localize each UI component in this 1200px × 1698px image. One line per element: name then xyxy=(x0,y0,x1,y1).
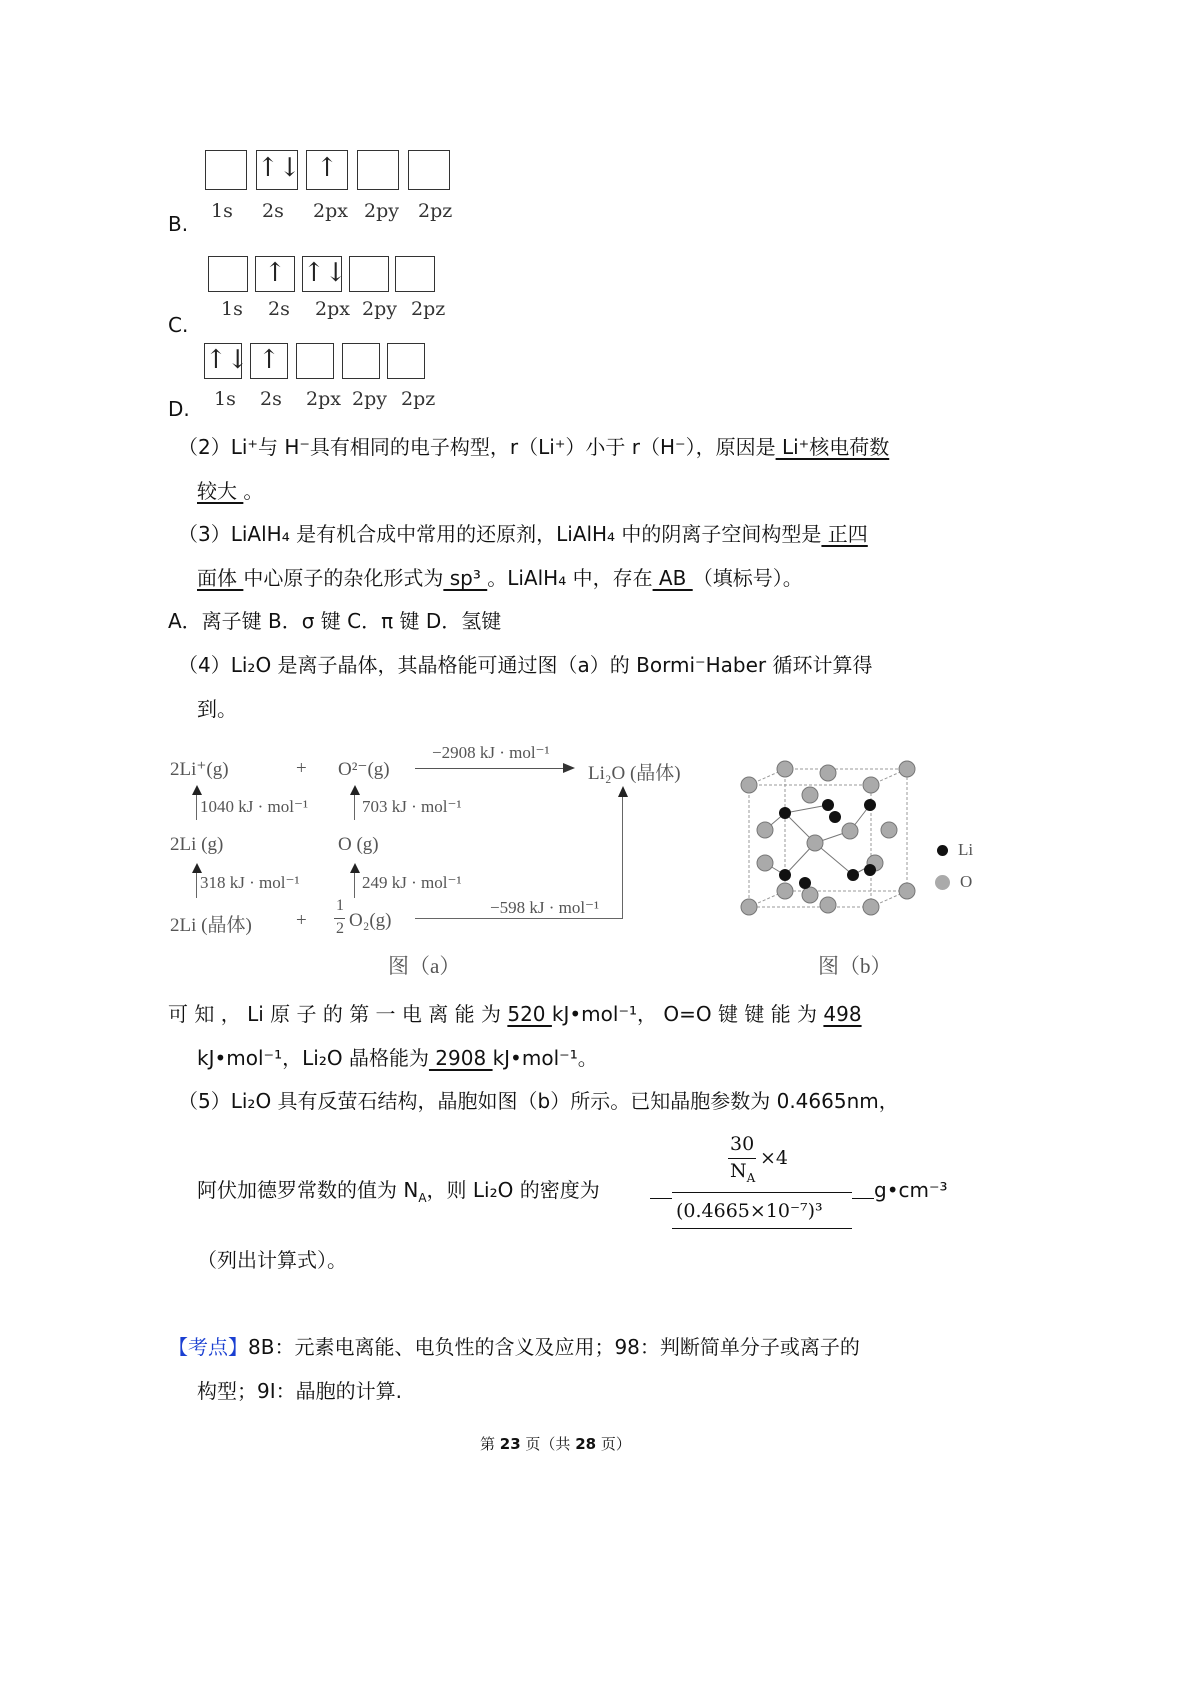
sublimation-energy-label: 318 kJ · mol⁻¹ xyxy=(200,873,300,892)
orbital-label: 2py xyxy=(352,388,387,410)
orbital-box: ↑ xyxy=(250,343,288,379)
blank-underline xyxy=(852,1198,874,1199)
ionization-energy-label: 1040 kJ · mol⁻¹ xyxy=(200,797,309,816)
formula-denominator: (0.4665×10⁻⁷)³ xyxy=(676,1200,823,1222)
q3-choices: A．离子键 B．σ 键 C．π 键 D．氢键 xyxy=(168,609,502,633)
kaodian-line1 xyxy=(168,1335,860,1359)
orbital-box xyxy=(395,256,435,292)
q3-line2 xyxy=(197,566,803,590)
li-gas-label: 2Li (g) xyxy=(170,834,224,855)
footer-text: 页） xyxy=(596,1435,631,1453)
na-sub: A xyxy=(746,1170,756,1185)
arrow-head-icon xyxy=(350,785,360,795)
kaodian-text: 8B：元素电离能、电负性的含义及应用；98：判断简单分子或离子的 xyxy=(248,1335,860,1359)
orbital-label: 2s xyxy=(268,298,290,320)
li-ion-label: 2Li⁺(g) xyxy=(170,759,229,780)
blank-underline xyxy=(672,1228,852,1229)
lattice-energy-label: −2908 kJ · mol⁻¹ xyxy=(432,743,550,762)
figure-b-caption: 图（b） xyxy=(818,954,892,978)
blank-underline xyxy=(650,1198,672,1199)
q5-line1: （5）Li₂O 具有反萤石结构，晶胞如图（b）所示。已知晶胞参数为 0.4665nm， xyxy=(178,1089,899,1113)
orbital-label: 2s xyxy=(262,200,284,222)
o-legend-label: O xyxy=(960,872,973,891)
orbital-box xyxy=(208,256,248,292)
o-legend-dot xyxy=(935,875,950,890)
formation-energy-label: −598 kJ · mol⁻¹ xyxy=(490,898,600,917)
li-legend-label: Li xyxy=(958,840,974,859)
orbital-label: 2px xyxy=(306,388,341,410)
arrow-head-icon xyxy=(350,863,360,873)
dissociation-energy-label: 249 kJ · mol⁻¹ xyxy=(362,873,462,892)
orbital-label: 2pz xyxy=(401,388,436,410)
orbital-label: 2py xyxy=(362,298,397,320)
orbital-label: 2pz xyxy=(418,200,453,222)
q4-text: 可 知 ， Li 原 子 的 第 一 电 离 能 为 xyxy=(168,1002,501,1026)
crystal-structure-icon xyxy=(735,755,935,920)
q4-line2: 到。 xyxy=(197,697,237,721)
orbital-label: 2pz xyxy=(411,298,446,320)
li-legend-dot xyxy=(937,845,948,856)
orbital-box: ↑ xyxy=(255,256,295,292)
option-b-label: B. xyxy=(168,212,189,236)
option-d-label: D. xyxy=(168,397,190,421)
lattice-arrow xyxy=(415,768,565,769)
q3-answer-hybrid: sp³ xyxy=(443,566,488,590)
arrow-head-icon xyxy=(563,763,575,773)
q2-text: （2）Li⁺与 H⁻具有相同的电子构型，r（Li⁺）小于 r（H⁻），原因是 xyxy=(178,435,776,459)
formula-num-bottom xyxy=(730,1160,755,1185)
orbital-label: 2py xyxy=(364,200,399,222)
formation-line xyxy=(415,918,622,919)
q3-text: （3）LiAlH₄ 是有机合成中常用的还原剂，LiAlH₄ 中的阴离子空间构型是 xyxy=(178,522,822,546)
q2-answer-cont: 较大 xyxy=(197,479,244,503)
li-solid-label: 2Li (晶体) xyxy=(170,915,252,936)
fraction-bar xyxy=(334,918,345,919)
orbital-label: 1s xyxy=(214,388,236,410)
o-gas-label: O (g) xyxy=(338,834,379,855)
kaodian-tag: 【考点】 xyxy=(168,1335,248,1359)
q5-line3: （列出计算式）。 xyxy=(197,1248,347,1272)
o2-gas-label: O₂(g) xyxy=(349,910,392,931)
page-footer xyxy=(480,1433,631,1454)
formula-times: ×4 xyxy=(760,1147,789,1169)
orbital-box xyxy=(357,150,399,190)
kaodian-line2: 构型；9I：晶胞的计算. xyxy=(197,1379,402,1403)
q2-line2 xyxy=(197,479,263,503)
q3-text: （填标号）。 xyxy=(692,566,803,590)
orbital-label: 1s xyxy=(211,200,233,222)
li2o-crystal-label: Li₂O (晶体) xyxy=(588,763,681,784)
q4-text: kJ•mol⁻¹， O=O 键 键 能 为 xyxy=(551,1002,818,1026)
footer-text: 页（共 xyxy=(520,1435,576,1453)
q3-answer-shape-cont: 面体 xyxy=(197,566,244,590)
formation-arrow xyxy=(622,795,623,919)
density-unit: g•cm⁻³ xyxy=(874,1178,948,1202)
q5-sub: A xyxy=(418,1191,427,1205)
orbital-box: ↑↓ xyxy=(256,150,298,190)
arrow-head-icon xyxy=(618,786,628,797)
q4-text: kJ•mol⁻¹，Li₂O 晶格能为 xyxy=(197,1046,429,1070)
q2-line1 xyxy=(178,435,889,459)
plus-sign: + xyxy=(296,758,307,779)
orbital-box: ↑↓ xyxy=(302,256,342,292)
q4-line1: （4）Li₂O 是离子晶体，其晶格能可通过图（a）的 Bormi⁻Haber 循环计算得 xyxy=(178,653,873,677)
fraction-bar xyxy=(672,1192,852,1193)
orbital-box xyxy=(387,343,425,379)
q4-text: kJ•mol⁻¹。 xyxy=(492,1046,598,1070)
plus-sign: + xyxy=(296,910,307,931)
q5-text: ，则 Li₂O 的密度为 xyxy=(426,1178,600,1202)
orbital-box xyxy=(342,343,380,379)
q3-answer-bonds: AB xyxy=(652,566,693,590)
q3-line1 xyxy=(178,522,868,546)
q5-line2 xyxy=(197,1178,600,1210)
q3-text: 。LiAlH₄ 中，存在 xyxy=(487,566,653,590)
q4-result-line1 xyxy=(168,1002,862,1026)
orbital-box xyxy=(296,343,334,379)
fraction-numerator: 1 xyxy=(336,897,344,914)
option-c-label: C. xyxy=(168,313,189,337)
orbital-label: 2s xyxy=(260,388,282,410)
arrow-head-icon xyxy=(192,785,202,795)
o-ion-label: O²⁻(g) xyxy=(338,759,390,780)
q3-answer-shape: 正四 xyxy=(821,522,868,546)
orbital-label: 2px xyxy=(313,200,348,222)
electron-affinity-label: 703 kJ · mol⁻¹ xyxy=(362,797,462,816)
orbital-box xyxy=(349,256,389,292)
orbital-label: 1s xyxy=(221,298,243,320)
bond-energy-answer: 498 xyxy=(823,1002,862,1026)
arrow-head-icon xyxy=(192,863,202,873)
footer-text: 第 xyxy=(480,1435,500,1453)
formula-num-top: 30 xyxy=(730,1133,755,1155)
q2-answer: Li⁺核电荷数 xyxy=(775,435,890,459)
page-number: 23 xyxy=(499,1435,521,1453)
fraction-bar xyxy=(728,1158,756,1159)
orbital-box xyxy=(205,150,247,190)
q4-result-line2 xyxy=(197,1046,598,1070)
ionization-energy-answer: 520 xyxy=(507,1002,552,1026)
q2-suffix: 。 xyxy=(243,479,264,503)
orbital-box: ↑ xyxy=(306,150,348,190)
fraction-denominator: 2 xyxy=(336,920,344,937)
q5-text: 阿伏加德罗常数的值为 N xyxy=(197,1178,419,1202)
figure-a-caption: 图（a） xyxy=(388,954,461,978)
orbital-box: ↑↓ xyxy=(204,343,242,379)
orbital-box xyxy=(408,150,450,190)
total-pages: 28 xyxy=(575,1435,597,1453)
lattice-energy-answer: 2908 xyxy=(428,1046,493,1070)
na-symbol: N xyxy=(730,1160,747,1182)
orbital-label: 2px xyxy=(315,298,350,320)
q3-text: 中心原子的杂化形式为 xyxy=(243,566,444,590)
